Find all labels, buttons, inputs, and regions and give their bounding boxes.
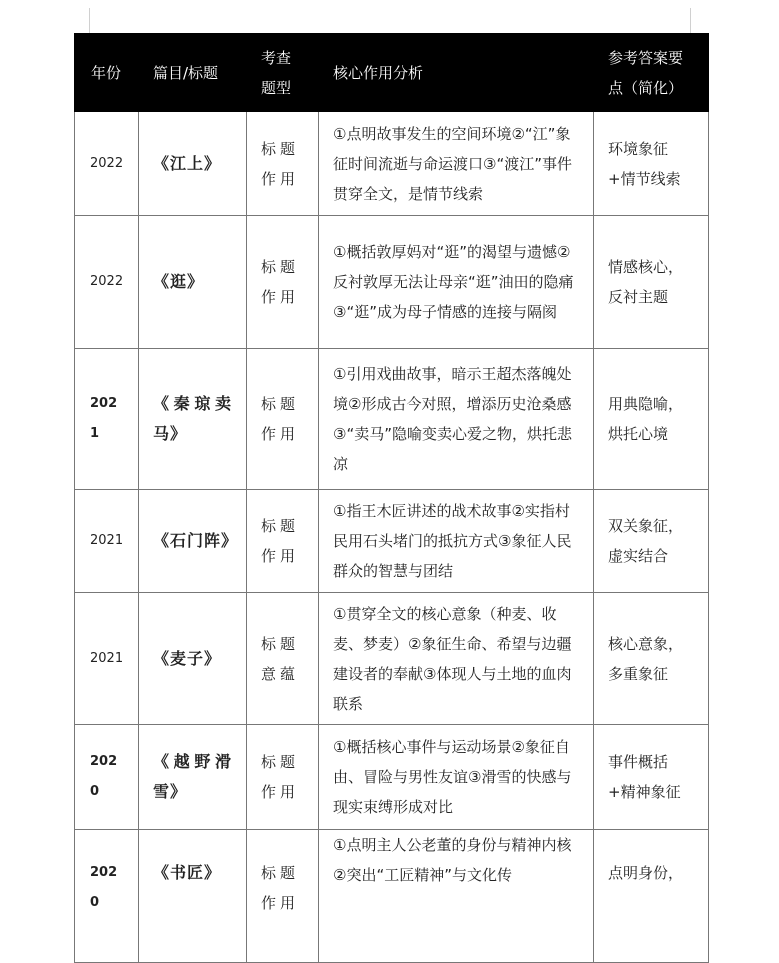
cell-key-points: 双关象征，虚实结合 xyxy=(594,490,709,593)
cell-year: 2020 xyxy=(75,725,139,830)
table-row xyxy=(75,490,709,593)
header-type: 考查题型 xyxy=(247,34,319,112)
cell-year: 2022 xyxy=(75,112,139,216)
cell-analysis: ①概括敦厚妈对“逛”的渴望与遗憾②反衬敦厚无法让母亲“逛”油田的隐痛③“逛”成为母子情感的连接与隔阂 xyxy=(319,216,594,349)
cell-type: 标题作用 xyxy=(247,490,319,593)
cell-type: 标题作用 xyxy=(247,725,319,830)
cell-title: 《逛》 xyxy=(139,216,247,349)
page-margin-mark-right xyxy=(690,8,691,33)
cell-year: 2021 xyxy=(75,490,139,593)
table-row xyxy=(75,112,709,216)
cell-year: 2021 xyxy=(75,349,139,490)
header-title: 篇目/标题 xyxy=(139,34,247,112)
cell-key-points: 用典隐喻，烘托心境 xyxy=(594,349,709,490)
cell-type: 标题作用 xyxy=(247,216,319,349)
cell-type: 标题作用 xyxy=(247,349,319,490)
cell-year: 2021 xyxy=(75,593,139,725)
cell-year: 2020 xyxy=(75,830,139,963)
cell-title: 《秦琼卖马》 xyxy=(139,349,247,490)
cell-title: 《江上》 xyxy=(139,112,247,216)
cell-type: 标题作用 xyxy=(247,830,319,963)
cell-key-points: 情感核心，反衬主题 xyxy=(594,216,709,349)
table-row xyxy=(75,593,709,725)
cell-key-points: 环境象征+情节线索 xyxy=(594,112,709,216)
cell-type: 标题作用 xyxy=(247,112,319,216)
header-key-points: 参考答案要点（简化） xyxy=(594,34,709,112)
cell-year: 2022 xyxy=(75,216,139,349)
cell-key-points: 点明身份， xyxy=(594,830,709,963)
exam-title-table xyxy=(74,33,709,963)
table-header-row xyxy=(75,34,709,112)
cell-type: 标题意蕴 xyxy=(247,593,319,725)
cell-analysis: ①概括核心事件与运动场景②象征自由、冒险与男性友谊③滑雪的快感与现实束缚形成对比 xyxy=(319,725,594,830)
cell-title: 《麦子》 xyxy=(139,593,247,725)
table-row xyxy=(75,725,709,830)
table-row xyxy=(75,216,709,349)
cell-title: 《越野滑雪》 xyxy=(139,725,247,830)
header-year: 年份 xyxy=(75,34,139,112)
cell-key-points: 事件概括+精神象征 xyxy=(594,725,709,830)
cell-title: 《书匠》 xyxy=(139,830,247,963)
cell-analysis: ①指王木匠讲述的战术故事②实指村民用石头堵门的抵抗方式③象征人民群众的智慧与团结 xyxy=(319,490,594,593)
cell-analysis: ①点明故事发生的空间环境②“江”象征时间流逝与命运渡口③“渡江”事件贯穿全文，是情节线索 xyxy=(319,112,594,216)
cell-analysis: ①引用戏曲故事，暗示王超杰落魄处境②形成古今对照，增添历史沧桑感③“卖马”隐喻变卖心爱之物，烘托悲凉 xyxy=(319,349,594,490)
cell-title: 《石门阵》 xyxy=(139,490,247,593)
page-margin-mark-left xyxy=(89,8,90,33)
cell-key-points: 核心意象，多重象征 xyxy=(594,593,709,725)
cell-analysis: ①贯穿全文的核心意象（种麦、收麦、梦麦）②象征生命、希望与边疆建设者的奉献③体现人与土地的血肉联系 xyxy=(319,593,594,725)
header-analysis: 核心作用分析 xyxy=(319,34,594,112)
table-row xyxy=(75,349,709,490)
cell-analysis: ①点明主人公老董的身份与精神内核②突出“工匠精神”与文化传 xyxy=(319,830,594,963)
table-row xyxy=(75,830,709,963)
